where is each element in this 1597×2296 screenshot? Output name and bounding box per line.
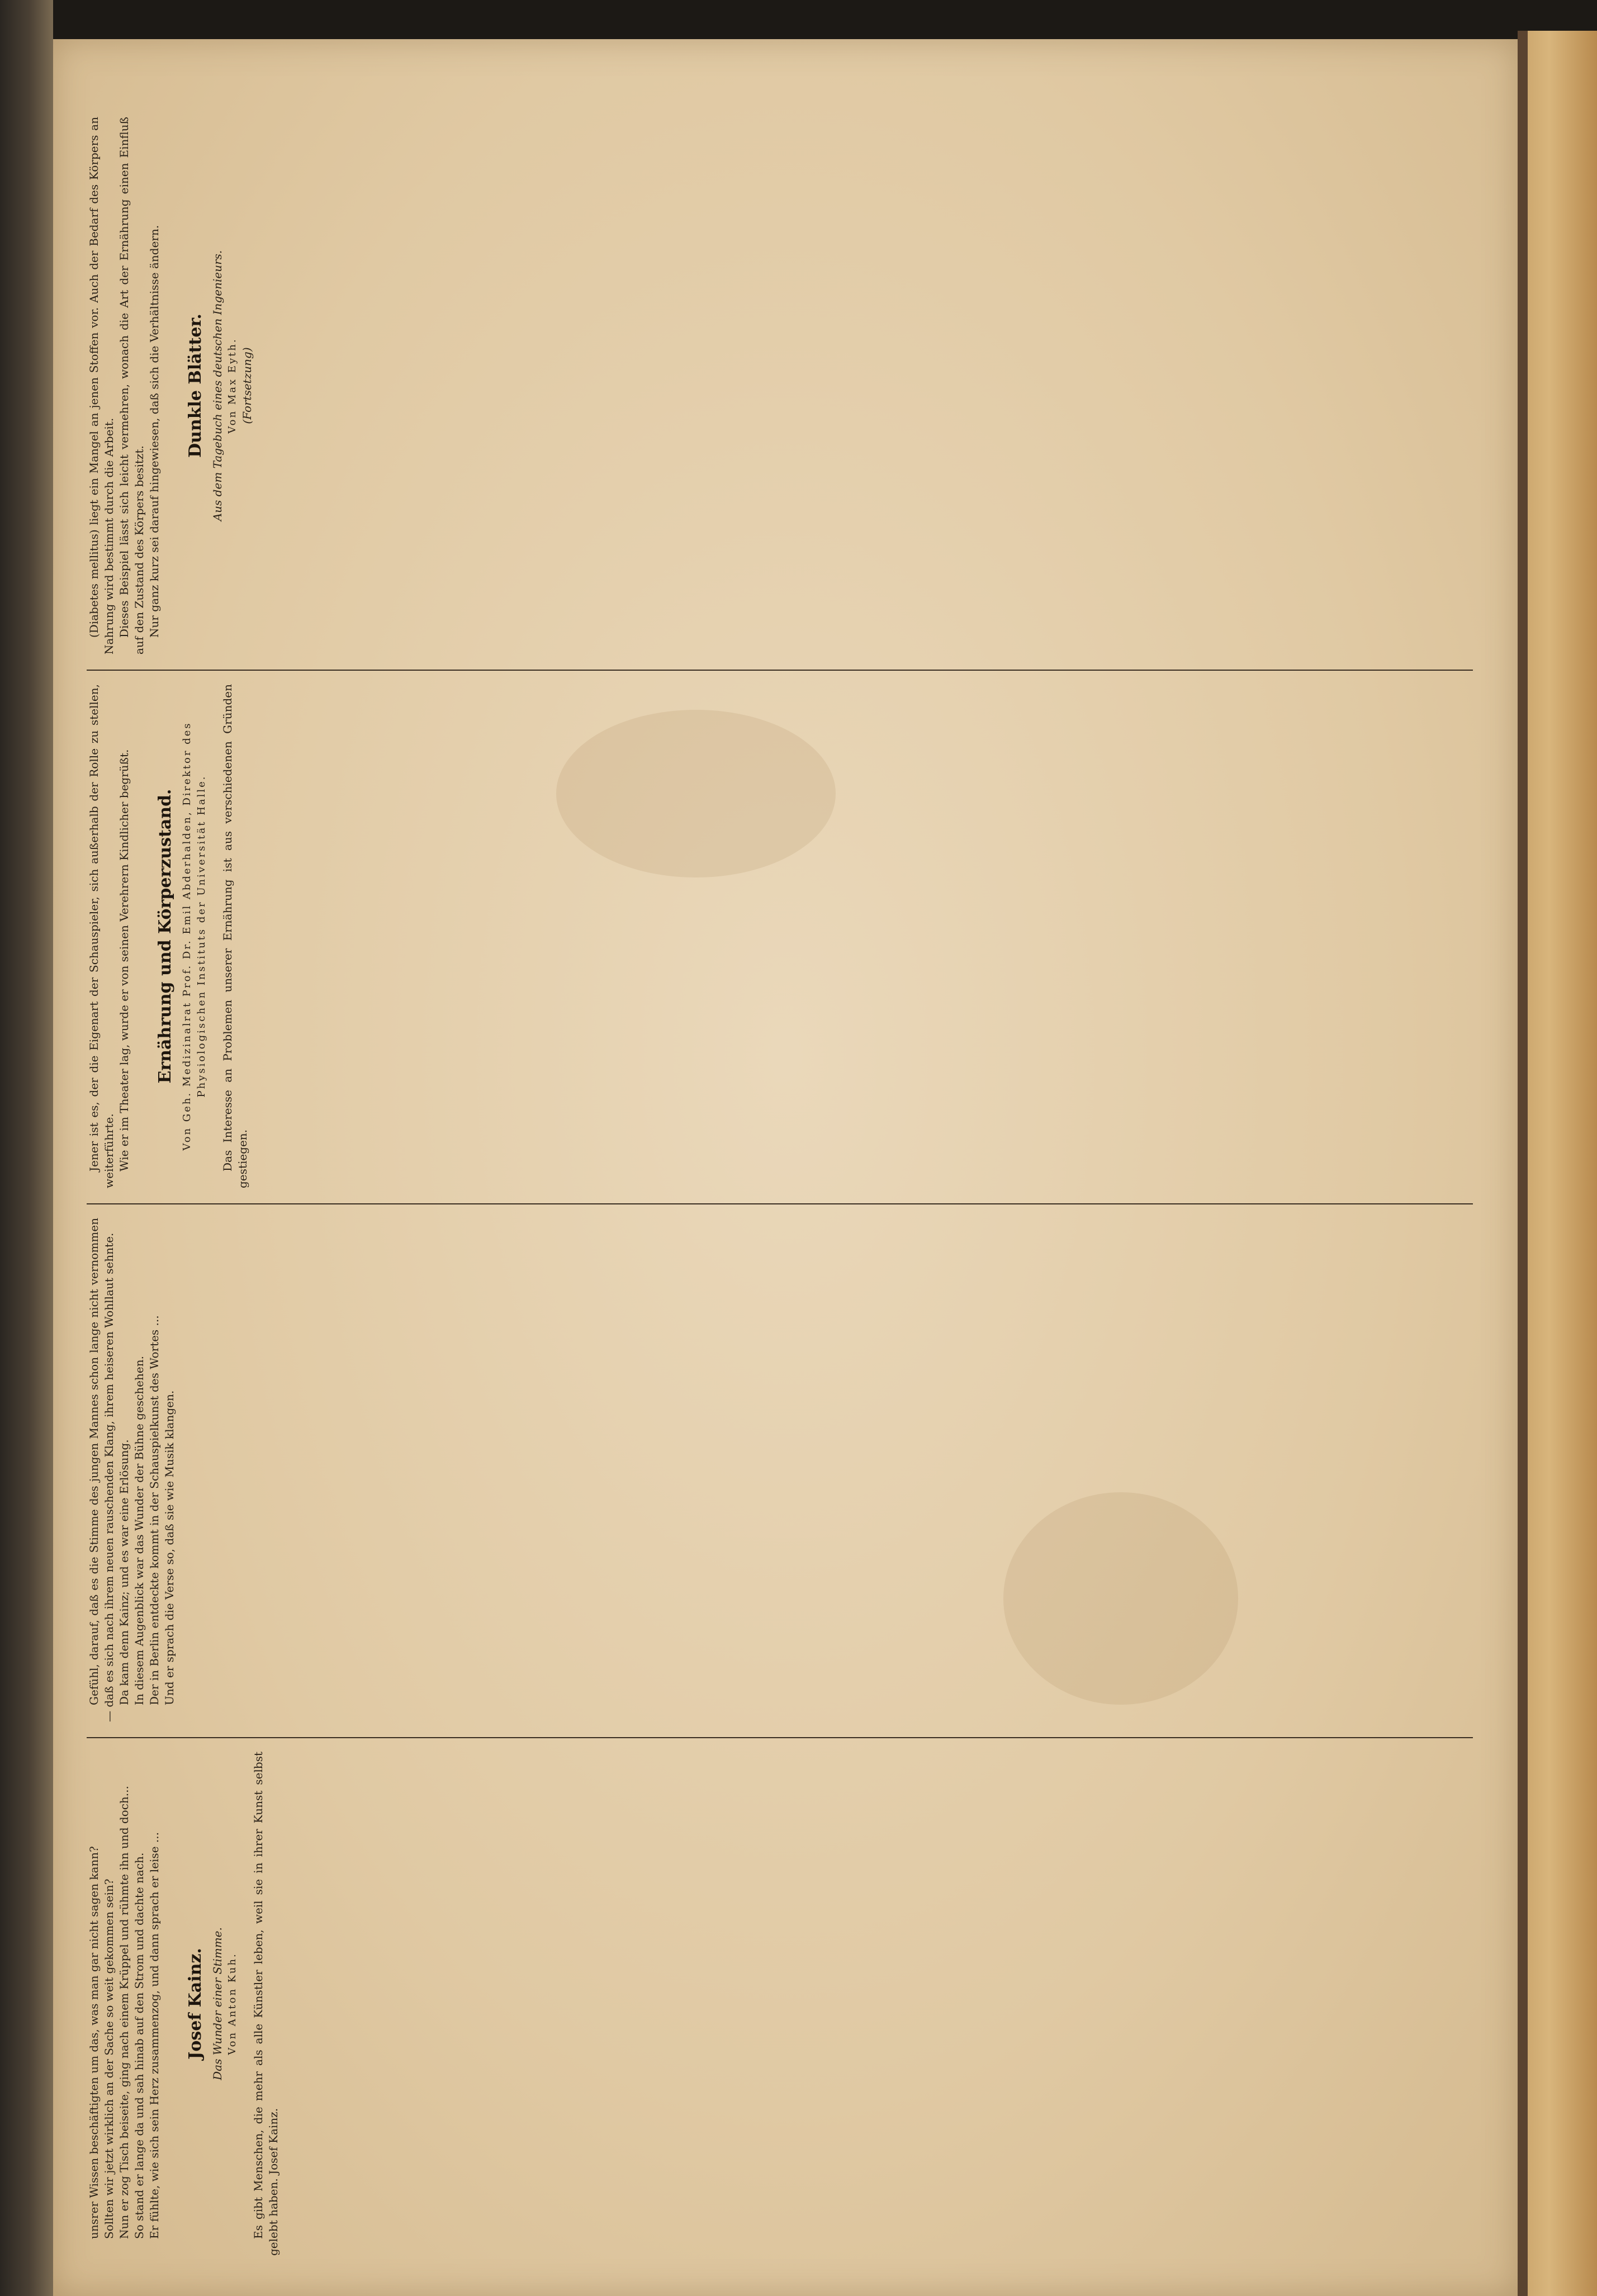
paragraph: Es gibt Menschen, die mehr als alle Künstler leben, weil sie in ihrer Kunst selbst gelebt haben. Josef Kainz. [252,1752,280,2256]
article-byline: Von Anton Kuh. [226,1952,238,2055]
paragraph: Der in Berlin entdeckte kommt in der Schauspielkunst des Wortes ... [148,1315,161,1705]
column-3 [87,676,1473,1196]
paragraph: Jener ist es, der die Eigenart der Schauspieler, sich außerhalb der Rolle zu stellen, weiterführte. [87,684,116,1188]
paragraph: Dieses Beispiel lässt sich leicht vermehren, wonach die Art der Ernährung einen Einfluß auf den Zustand des Körpers besitzt. [117,117,146,654]
paragraph: So stand er lange da und sah hinab auf den Strom und dachte nach. [132,1852,146,2239]
continuation-note: (Fortsetzung) [240,347,254,424]
article-title: Ernährung und Körperzustand. [155,789,175,1084]
paragraph: In diesem Augenblick war das Wunder der Bühne geschehen. [132,1356,146,1705]
article-title: Dunkle Blätter. [186,314,205,458]
column-rule [87,1737,1473,1738]
column-4 [87,109,1473,662]
column-rule [87,1203,1473,1204]
article-byline: Von Max Eyth. [226,338,238,434]
adjacent-page-edge [1518,31,1597,2296]
column-rule [87,670,1473,671]
paragraph: unsrer Wissen beschäftigten um das, was man gar nicht sagen kann? [87,1846,101,2239]
scan-top-border [0,0,1597,39]
newspaper-page [53,39,1518,2296]
paragraph: Und er sprach die Verse so, daß sie wie Musik klangen. [163,1390,176,1705]
page-gutter [1518,31,1528,2296]
article-byline: Von Geh. Medizinalrat Prof. Dr. Emil Abderhalden, Direktor des Physiologischen Instituts der Universität Halle. [181,722,207,1151]
paragraph: Nun er zog Tisch beiseite, ging nach einem Krüppel und rühmte ihn und doch... [117,1786,131,2239]
article-subtitle: Das Wunder einer Stimme. [211,1927,224,2080]
column-1 [87,1744,1473,2264]
paragraph: (Diabetes mellitus) liegt ein Mangel an jenen Stoffen vor. Auch der Bedarf des Körpers an Nahrung wird bestimmt durch die Arbeit. [87,117,116,654]
paragraph: Nur ganz kurz sei darauf hingewiesen, daß sich die Verhältnisse ändern. [148,225,161,638]
paragraph: Wie er im Theater lag, wurde er von seinen Verehrern Kindlicher begrüßt. [117,749,131,1171]
paragraph: Er fühlte, wie sich sein Herz zusammenzog, und dann sprach er leise ... [148,1832,161,2239]
paragraph: Das Interesse an Problemen unserer Ernährung ist aus verschiedenen Gründen gestiegen. [221,684,249,1188]
article-title: Josef Kainz. [186,1948,205,2060]
book-binding-left [0,0,53,2296]
rotated-text-area [75,95,1495,2275]
paragraph: Sollten wir jetzt wirklich an der Sache so weit gekommen sein? [102,1878,116,2239]
column-2 [87,1210,1473,1730]
paragraph: Da kam denn Kainz; und es war eine Erlösung. [117,1439,131,1705]
paragraph: Gefühl, darauf, daß es die Stimme des jungen Mannes schon lange nicht vernommen — daß es sich nach ihrem neuen rauschenden Klang, ihrem heiseren Wohllaut sehnte. [87,1218,116,1722]
article-subtitle: Aus dem Tagebuch eines deutschen Ingenieurs. [211,250,224,521]
